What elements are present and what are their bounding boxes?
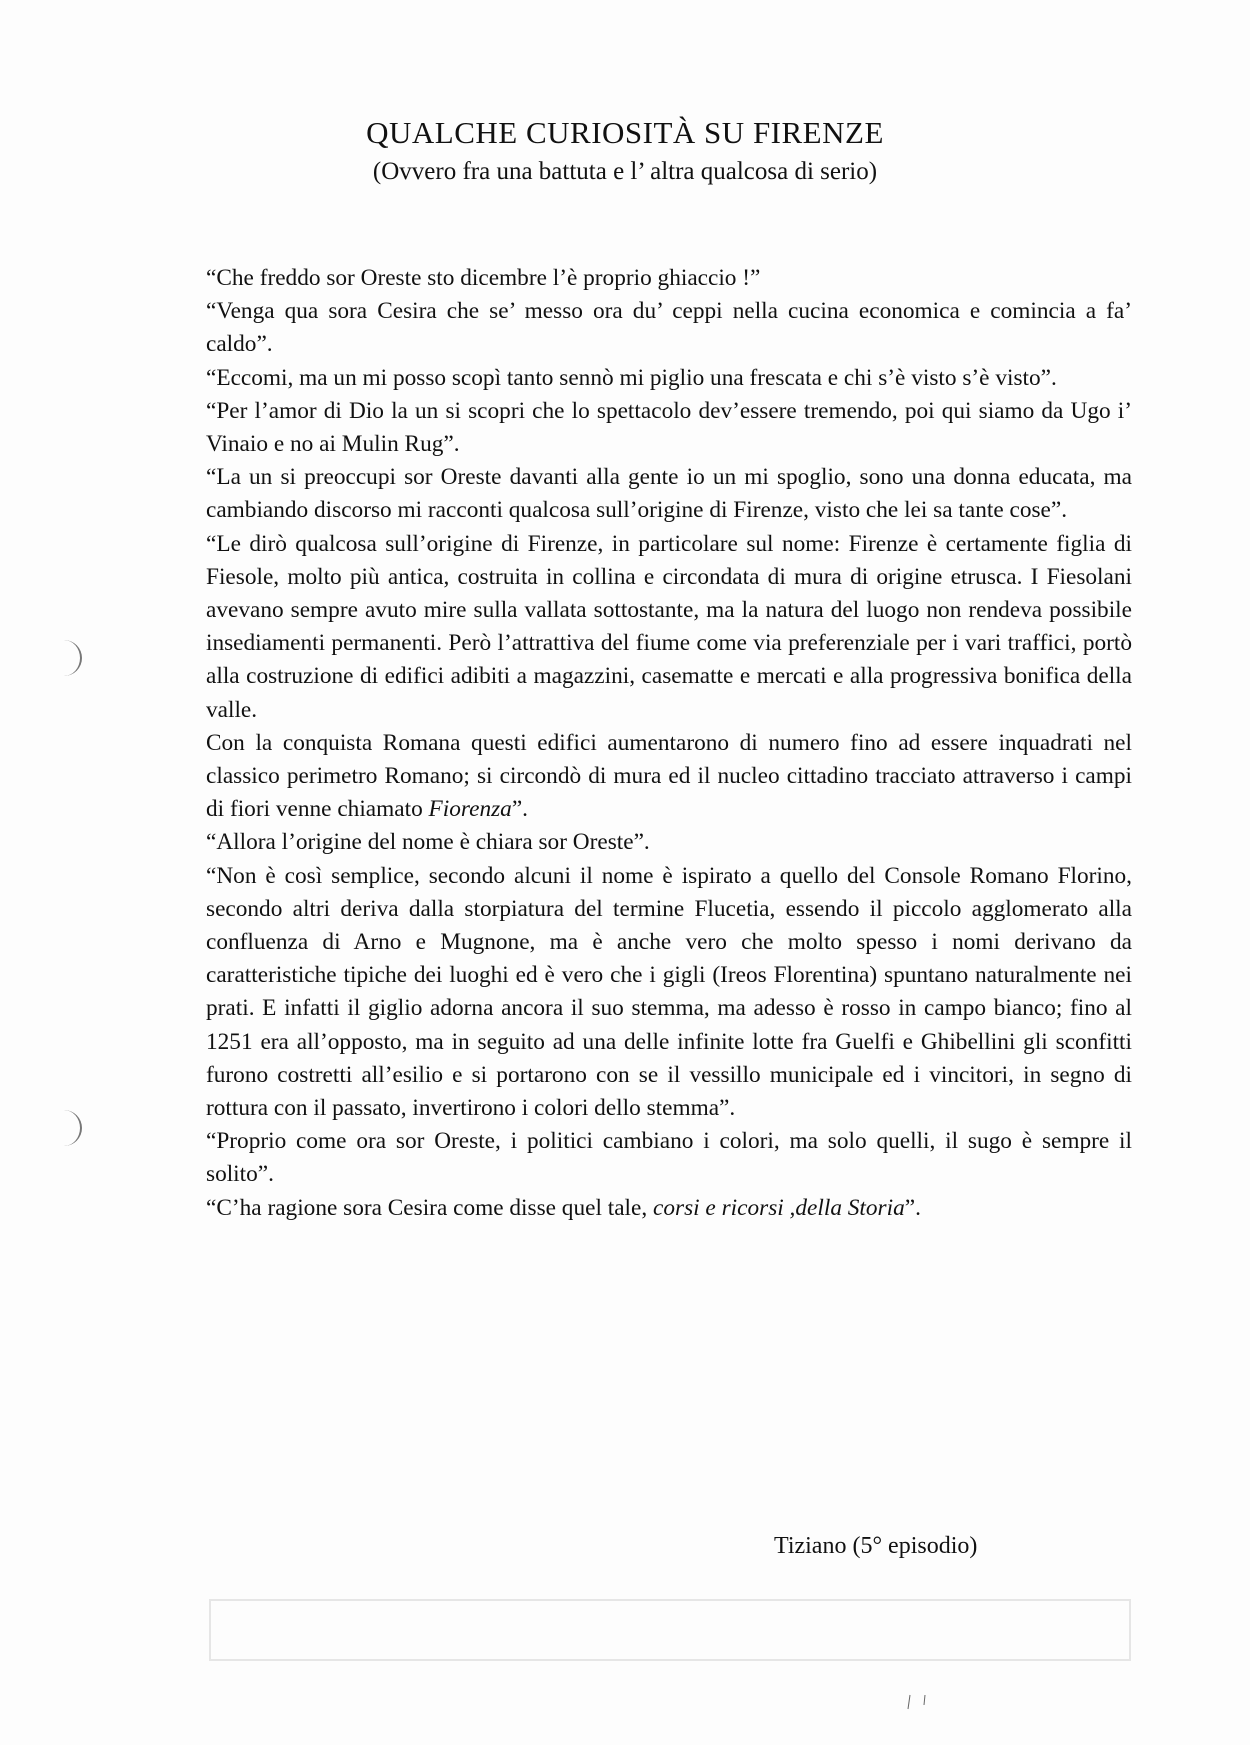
pencil-marks	[905, 1693, 935, 1717]
paragraph: “Proprio come ora sor Oreste, i politici cambiano i colori, ma solo quelli, il sugo è sempre il solito”.	[206, 1128, 1132, 1188]
paragraph: “Venga qua sora Cesira che se’ messo ora du’ ceppi nella cucina economica e comincia a fa’ caldo”.	[206, 298, 1132, 358]
paragraph: “Per l’amor di Dio la un si scopri che lo spettacolo dev’essere tremendo, poi qui siamo da Ugo i’ Vinaio e no ai Mulin Rug”.	[206, 397, 1132, 458]
paragraph: “La un si preoccupi sor Oreste davanti alla gente io un mi spoglio, sono una donna educata, ma cambiando discorso mi racconti qualcosa sull’origine di Firenze, visto che lei sa tante cose”.	[206, 464, 1132, 524]
paragraph: “Non è così semplice, secondo alcuni il nome è ispirato a quello del Console Romano Florino, secondo altri deriva dalla storpiatura del termine Flucetia, essendo il piccolo agglomerato alla confluenza di Arno e Mugnone, ma è anche vero che molto spesso i nomi derivano da caratteristiche tipiche dei luoghi ed è vero che i gigli (Ireos Florentina) spuntano naturalmente nei prati. E infatti il giglio adorna ancora il suo stemma, ma adesso è rosso in campo bianco; fino al 1251 era all’opposto, ma in seguito ad una delle infinite lotte fra Guelfi e Ghibellini gli sconfitti furono costretti all’esilio e si portarono con se il vessillo municipale ed i vincitori, in segno di rottura con il passato, invertirono i colori dello stemma”.	[206, 862, 1132, 1122]
italic-word: Fiorenza	[428, 796, 512, 823]
quote-end: ”.	[904, 1194, 921, 1221]
paragraph-text: Con la conquista Romana questi edifici aumentarono di numero fino ad essere inquadrati nel classico perimetro Romano; si circondò di mura ed il nucleo cittadino tracciato attraverso i campi di fiori venne chiamato	[206, 729, 1132, 823]
watermark-shape	[200, 1580, 1140, 1730]
paragraph: “Eccomi, ma un mi posso scopì tanto sennò mi piglio una frescata e chi s’è visto s’è visto”.	[206, 364, 1057, 391]
signature: Tiziano (5° episodio)	[774, 1533, 978, 1559]
document-title: QUALCHE CURIOSITÀ SU FIRENZE	[366, 115, 884, 150]
italic-phrase: corsi e ricorsi ,della Storia	[653, 1194, 905, 1221]
paragraph-text: “C’ha ragione sora Cesira come disse quel tale,	[206, 1194, 654, 1221]
paragraph: “Che freddo sor Oreste sto dicembre l’è proprio ghiaccio !”	[206, 265, 761, 291]
pencil-mark-icon	[905, 1693, 935, 1713]
paragraph	[206, 1192, 1132, 1225]
quote-end: ”.	[511, 796, 528, 823]
show-through-watermark	[200, 1580, 1140, 1730]
document-body	[206, 262, 1132, 1225]
paragraph	[206, 727, 1132, 827]
punch-hole-bottom	[58, 1110, 82, 1146]
paragraph: “Allora l’origine del nome è chiara sor Oreste”.	[206, 829, 650, 856]
punch-hole-top	[58, 640, 82, 676]
document-subtitle: (Ovvero fra una battuta e l’ altra qualcosa di serio)	[372, 158, 878, 185]
paragraph: “Le dirò qualcosa sull’origine di Firenze, in particolare sul nome: Firenze è certamente figlia di Fiesole, molto più antica, costruita in collina e circondata di mura di origine etrusca. I Fiesolani avevano sempre avuto mire sulla vallata sottostante, ma la natura del luogo non rendeva possibile insediamenti permanenti. Però l’attrattiva del fiume come via preferenziale per i vari traffici, portò alla costruzione di edifici adibiti a magazzini, casematte e mercati e alla progressiva bonifica della valle.	[206, 530, 1132, 723]
